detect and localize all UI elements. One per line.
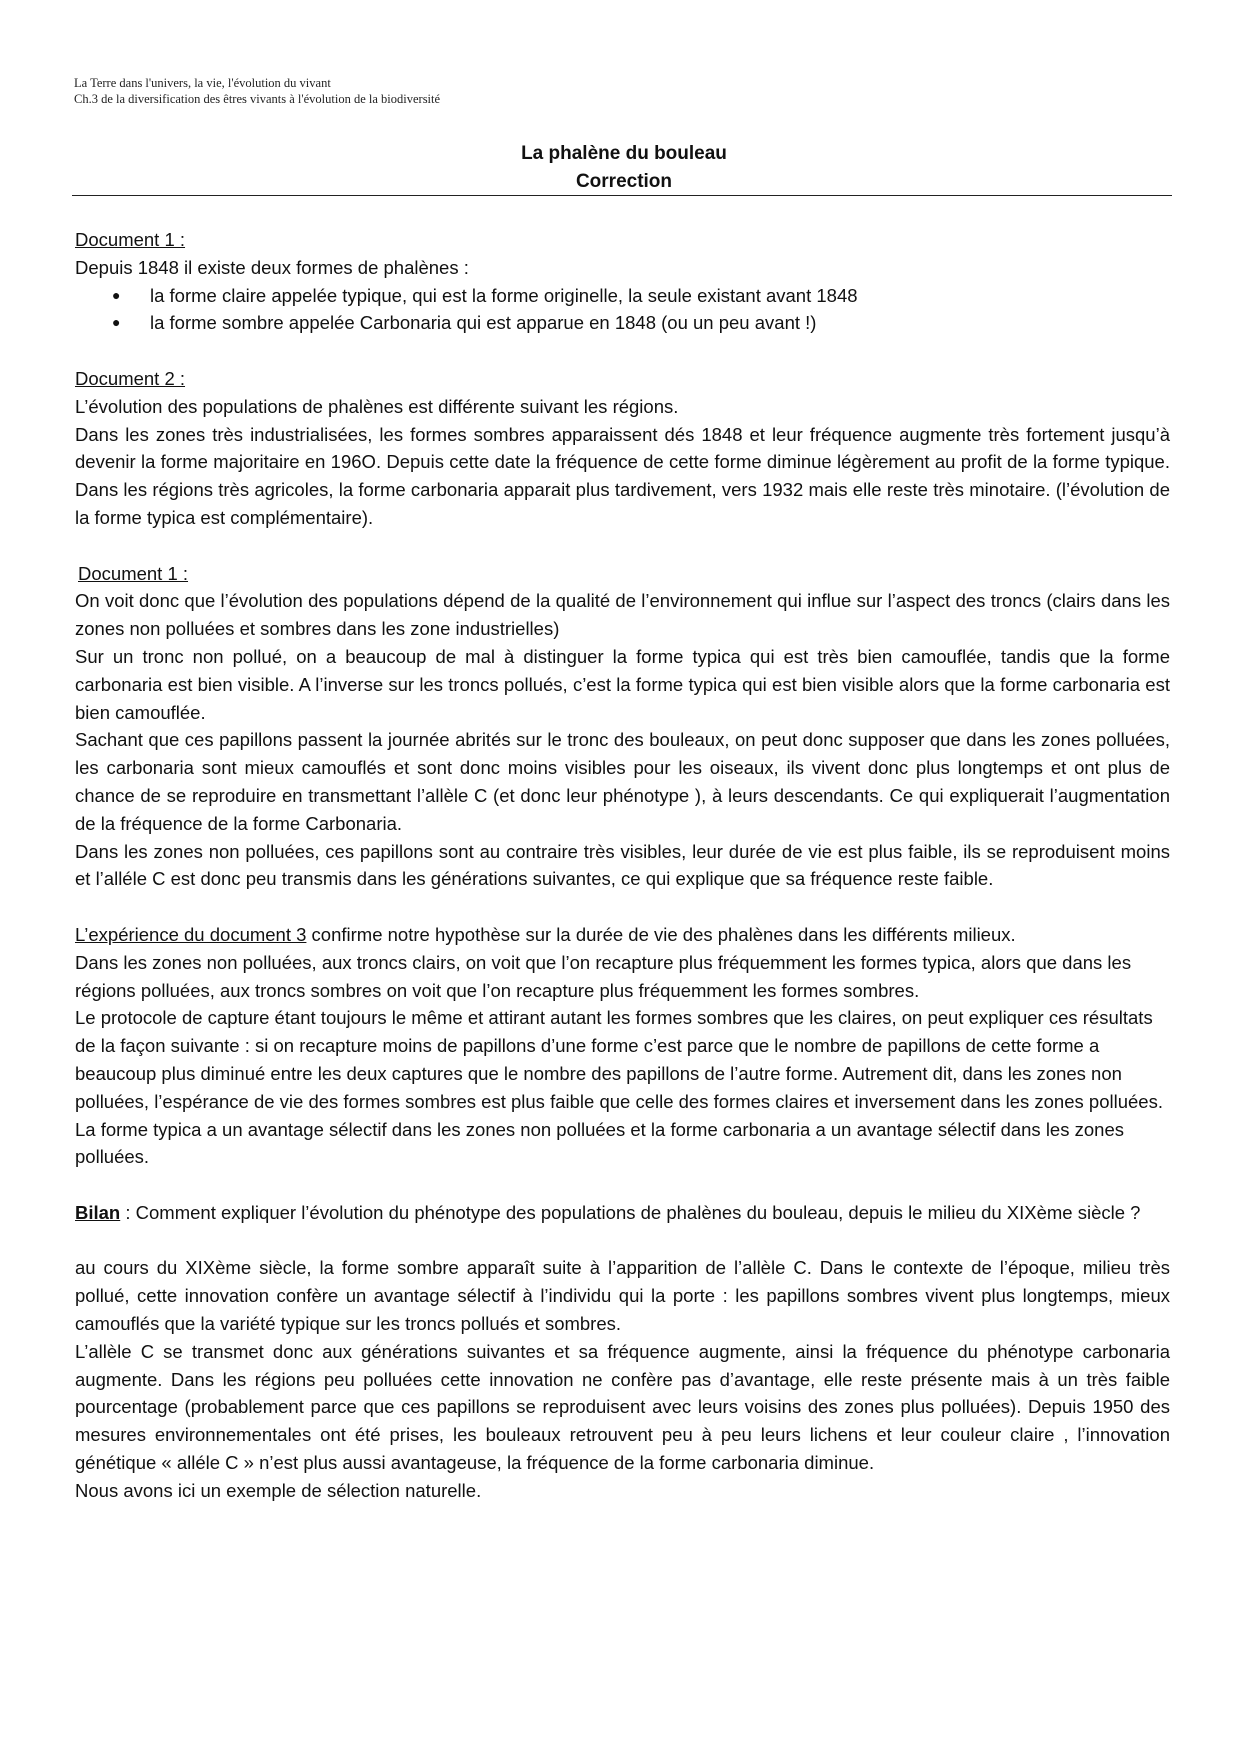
doc3-paragraph-1-text: confirme notre hypothèse sur la durée de vie des phalènes dans les différents milieux. <box>306 923 1016 945</box>
bilan-paragraph-2: L’allèle C se transmet donc aux générations suivantes et sa fréquence augmente, ainsi la fréquence du phénotype carbonaria augmente. Dans les régions peu polluées cette innovation ne confère pas d’avantage, elle reste présente mais à un très faible pourcentage (probablement parce que ces papillons se reproduisent avec leurs voisins des zones plus polluées). Depuis 1950 des mesures environnementales ont été prises, les bouleaux retrouvent peu à peu leurs lichens et leur couleur claire , l’innovation génétique « alléle C » n’est plus aussi avantageuse, la fréquence de la forme carbonaria diminue. <box>75 1340 1170 1474</box>
list-item-text: la forme sombre appelée Carbonaria qui est apparue en 1848 (ou un peu avant !) <box>150 312 817 334</box>
bullet-icon: ● <box>112 314 121 331</box>
bilan-paragraph-1: au cours du XIXème siècle, la forme sombre apparaît suite à l’apparition de l’allèle C. Dans le contexte de l’époque, milieu très pollué, cette innovation confère un avantage sélectif à l’individu qui la porte : les papillons sombres vivent plus longtemps, mieux camouflés que la variété typique sur les troncs pollués et sombres. <box>75 1257 1170 1335</box>
doc3-reference: L’expérience du document 3 <box>75 923 307 945</box>
bullet-icon: ● <box>112 286 121 303</box>
list-item-text: la forme claire appelée typique, qui est la forme originelle, la seule existant avant 1848 <box>150 284 858 306</box>
header-line-2: Ch.3 de la diversification des êtres vivants à l'évolution de la biodiversité <box>74 92 441 106</box>
doc2-line1: L’évolution des populations de phalènes est différente suivant les régions. <box>75 395 679 417</box>
doc3-paragraph-2: Dans les zones non polluées, aux troncs clairs, on voit que l’on recapture plus fréquemment les formes typica, alors que dans les régions polluées, aux troncs sombres on voit que l’on recapture plus fréquemment les formes sombres. <box>75 951 1132 1001</box>
doc3-paragraph-4: La forme typica a un avantage sélectif dans les zones non polluées et la forme carbonaria a un avantage sélectif dans les zones polluées. <box>75 1118 1124 1168</box>
list-item <box>75 282 1170 310</box>
doc1b-heading-wrap <box>75 560 1170 588</box>
doc1b-heading: Document 1 : <box>78 562 189 584</box>
header-line-1: La Terre dans l'univers, la vie, l'évolution du vivant <box>74 76 331 90</box>
running-header <box>74 75 1174 107</box>
doc1-heading: Document 1 : <box>75 229 186 250</box>
document-body <box>75 226 1170 1505</box>
bilan-label: Bilan <box>75 1201 121 1223</box>
bilan-conclusion: Nous avons ici un exemple de sélection naturelle. <box>75 1479 482 1501</box>
doc3-paragraph-3: Le protocole de capture étant toujours le même et attirant autant les formes sombres que les claires, on peut expliquer ces résultats de la façon suivante : si on recapture moins de papillons d’une forme c’est parce que le nombre de papillons de cette forme a beaucoup plus diminué entre les deux captures que le nombre des papillons de l’autre forme. Autrement dit, dans les zones non polluées, l’espérance de vie des formes sombres est plus faible que celle des formes claires et inversement dans les zones polluées. <box>75 1007 1163 1112</box>
document-title <box>74 140 1174 196</box>
title-divider <box>72 195 1172 196</box>
doc2-paragraph: Dans les zones très industrialisées, les formes sombres apparaissent dés 1848 et leur fréquence augmente très fortement jusqu’à devenir la forme majoritaire en 196O. Depuis cette date la fréquence de cette forme diminue légèrement au profit de la forme typique. Dans les régions très agricoles, la forme carbonaria apparait plus tardivement, vers 1932 mais elle reste très minotaire. (l’évolution de la forme typica est complémentaire). <box>75 423 1170 528</box>
doc1-bullet-list <box>75 282 1170 338</box>
bilan-question-text: : Comment expliquer l’évolution du phénotype des populations de phalènes du bouleau, depuis le milieu du XIXème siècle ? <box>120 1201 1141 1223</box>
doc3-paragraph-1 <box>75 921 1170 949</box>
bilan-question <box>75 1199 1170 1227</box>
doc1b-paragraph-4: Dans les zones non polluées, ces papillons sont au contraire très visibles, leur durée de vie est plus faible, ils se reproduisent moins et l’alléle C est donc peu transmis dans les générations suivantes, ce qui explique que sa fréquence reste faible. <box>75 840 1170 890</box>
doc1b-paragraph-1: On voit donc que l’évolution des populations dépend de la qualité de l’environnement qui influe sur l’aspect des troncs (clairs dans les zones non polluées et sombres dans les zone industrielles) <box>75 590 1170 640</box>
doc1-intro: Depuis 1848 il existe deux formes de phalènes : <box>75 256 469 278</box>
title-sub: Correction <box>575 171 673 192</box>
title-main: La phalène du bouleau <box>521 143 727 164</box>
doc1b-paragraph-2: Sur un tronc non pollué, on a beaucoup de mal à distinguer la forme typica qui est très bien camouflée, tandis que la forme carbonaria est bien visible. A l’inverse sur les troncs pollués, c’est la forme typica qui est bien visible alors que la forme carbonaria est bien camouflée. <box>75 645 1170 723</box>
doc2-heading: Document 2 : <box>75 367 186 389</box>
doc1b-paragraph-3: Sachant que ces papillons passent la journée abrités sur le tronc des bouleaux, on peut donc supposer que dans les zones polluées, les carbonaria sont mieux camouflés et sont donc moins visibles pour les oiseaux, ils vivent donc plus longtemps et ont plus de chance de se reproduire en transmettant l’allèle C (et donc leur phénotype ), à leurs descendants. Ce qui expliquerait l’augmentation de la fréquence de la forme Carbonaria. <box>75 729 1170 834</box>
list-item <box>75 309 1170 337</box>
